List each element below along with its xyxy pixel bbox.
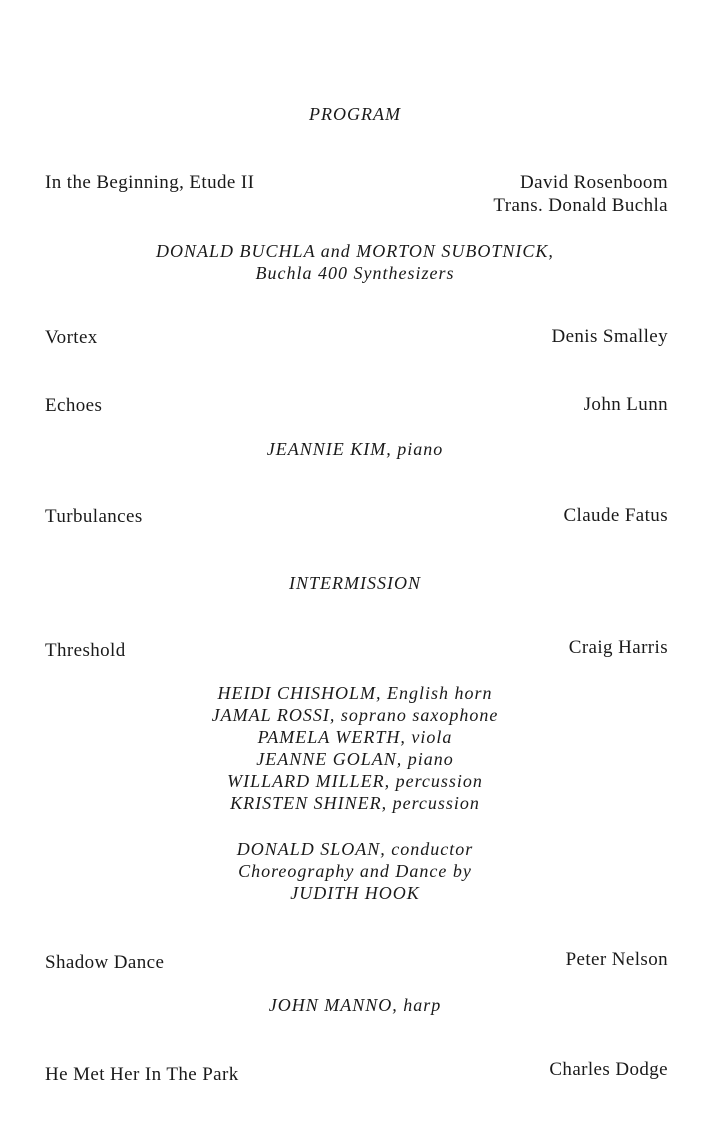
piece-composer: Charles Dodge [549,1059,668,1080]
performer-line: HEIDI CHISHOLM, English horn [217,683,493,703]
piece-title: Vortex [45,327,98,348]
performer-line: JEANNE GOLAN, piano [256,749,454,769]
performer-line: Choreography and Dance by [238,861,472,881]
piece-composer: John Lunn [583,394,668,415]
piece-title: In the Beginning, Etude II [45,172,255,193]
piece-title: Threshold [45,640,126,661]
performer-line: PAMELA WERTH, viola [257,727,453,747]
performer-line: KRISTEN SHINER, percussion [230,793,480,813]
piece-composer-note: Trans. Donald Buchla [493,195,668,216]
performer-line: JEANNIE KIM, piano [266,439,444,459]
piece-title: Shadow Dance [45,952,165,973]
piece-title: Echoes [45,395,103,416]
performer-line: JUDITH HOOK [290,883,420,903]
performer-block-buchla [0,240,710,284]
piece-title: He Met Her In The Park [45,1064,239,1085]
performer-block-credits [0,838,710,904]
performer-block-threshold [0,682,710,814]
piece-composer: Peter Nelson [565,949,668,970]
performer-line: DONALD SLOAN, conductor [236,839,474,859]
performer-line: JAMAL ROSSI, soprano saxophone [211,705,499,725]
piece-composer: Craig Harris [568,637,668,658]
piece-title: Turbulances [45,506,143,527]
performer-line: DONALD BUCHLA and MORTON SUBOTNICK, [156,241,554,261]
intermission-heading: INTERMISSION [289,573,421,593]
performer-line: WILLARD MILLER, percussion [227,771,483,791]
performer-line: JOHN MANNO, harp [268,995,442,1015]
piece-composer: Denis Smalley [551,326,668,347]
performer-line: Buchla 400 Synthesizers [255,263,455,283]
program-heading: PROGRAM [309,104,401,124]
piece-composer: Claude Fatus [563,505,668,526]
piece-composer: David Rosenboom [520,172,668,193]
